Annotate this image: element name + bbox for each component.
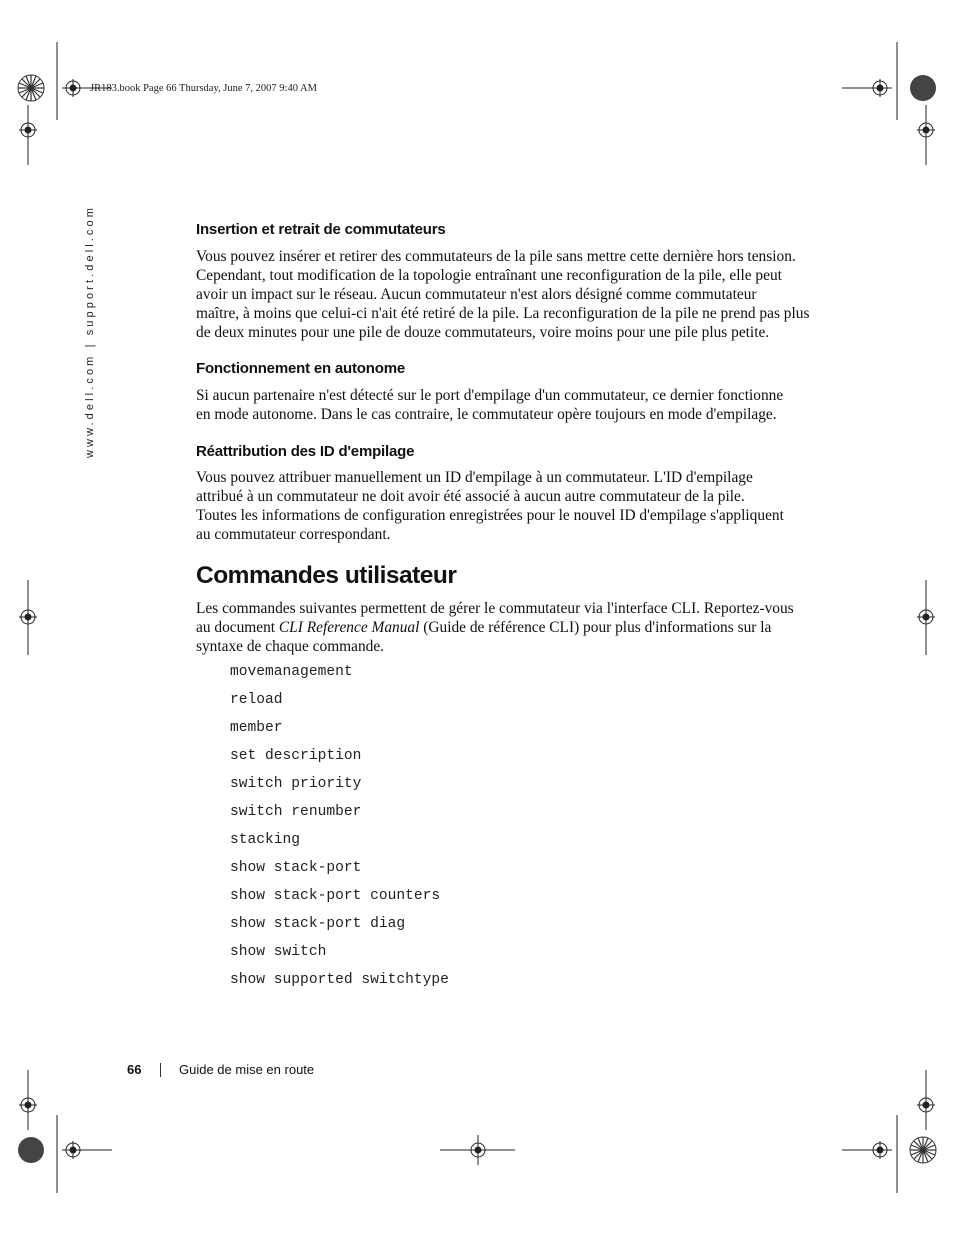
section-heading-insertion: Insertion et retrait de commutateurs: [196, 221, 446, 238]
text-line: [196, 618, 821, 637]
registration-target: [917, 1096, 935, 1114]
text-line: attribué à un commutateur ne doit avoir été associé à aucun autre commutateur de la pile.: [196, 488, 745, 505]
book-header: JR183.book Page 66 Thursday, June 7, 2007 9:40 AM: [90, 83, 317, 94]
side-url: www.dell.com | support.dell.com: [84, 204, 96, 458]
command-item: set description: [230, 748, 362, 764]
manual-title: CLI Reference Manual: [278, 619, 420, 636]
text-line: au commutateur correspondant.: [196, 526, 391, 543]
text-line: Cependant, tout modification de la topologie entraînant une reconfiguration de la pile, elle peut: [196, 267, 782, 284]
section-body-insertion: [196, 247, 821, 342]
registration-target: [64, 1141, 82, 1159]
text-line: Toutes les informations de configuration enregistrées pour le nouvel ID d'empilage s'appliquent: [196, 507, 784, 524]
command-item: switch renumber: [230, 804, 362, 820]
text-line: de deux minutes pour une pile de douze commutateurs, voire moins pour une pile plus petite.: [196, 324, 770, 341]
intro-text: au document: [196, 619, 279, 636]
text-line: syntaxe de chaque commande.: [196, 638, 385, 655]
command-item: show stack-port: [230, 860, 362, 876]
page-number: 66: [127, 1062, 142, 1077]
text-line: maître, à moins que celui-ci n'ait été retiré de la pile. La reconfiguration de la pile ne prend pas plus: [196, 305, 810, 322]
intro-text: (Guide de référence CLI) pour plus d'informations sur la: [419, 619, 772, 636]
star-target: [910, 1137, 936, 1163]
footer-divider: [160, 1063, 161, 1077]
color-target: [18, 1137, 44, 1163]
registration-target: [917, 608, 935, 626]
command-item: switch priority: [230, 776, 362, 792]
registration-target: [917, 121, 935, 139]
section-body-autonome: [196, 386, 821, 424]
registration-target: [469, 1141, 487, 1159]
registration-target: [64, 79, 82, 97]
text-line: en mode autonome. Dans le cas contraire, le commutateur opère toujours en mode d'empilage.: [196, 406, 777, 423]
command-item: member: [230, 720, 283, 736]
registration-target: [871, 79, 889, 97]
registration-target: [871, 1141, 889, 1159]
section-heading-autonome: Fonctionnement en autonome: [196, 360, 405, 377]
registration-target: [19, 608, 37, 626]
text-line: Les commandes suivantes permettent de gérer le commutateur via l'interface CLI. Reportez-vous: [196, 600, 794, 617]
registration-target: [19, 1096, 37, 1114]
footer-title: Guide de mise en route: [179, 1062, 315, 1077]
page-title: Commandes utilisateur: [196, 562, 457, 589]
section-body-reattribution: [196, 468, 821, 544]
command-item: movemanagement: [230, 664, 353, 680]
text-line: avoir un impact sur le réseau. Aucun commutateur n'est alors désigné comme commutateur: [196, 286, 757, 303]
command-item: show stack-port diag: [230, 916, 406, 932]
command-item: show stack-port counters: [230, 888, 441, 904]
command-item: show supported switchtype: [230, 972, 449, 988]
command-item: stacking: [230, 832, 301, 848]
color-target: [910, 75, 936, 101]
registration-target: [19, 121, 37, 139]
command-list: [230, 660, 449, 996]
commands-intro: [196, 599, 821, 656]
text-line: Vous pouvez insérer et retirer des commutateurs de la pile sans mettre cette dernière hors tension.: [196, 248, 796, 265]
text-line: Si aucun partenaire n'est détecté sur le port d'empilage d'un commutateur, ce dernier fonctionne: [196, 387, 784, 404]
command-item: reload: [230, 692, 283, 708]
section-heading-reattribution: Réattribution des ID d'empilage: [196, 443, 415, 460]
star-target: [18, 75, 44, 101]
text-line: Vous pouvez attribuer manuellement un ID d'empilage à un commutateur. L'ID d'empilage: [196, 469, 753, 486]
command-item: show switch: [230, 944, 327, 960]
